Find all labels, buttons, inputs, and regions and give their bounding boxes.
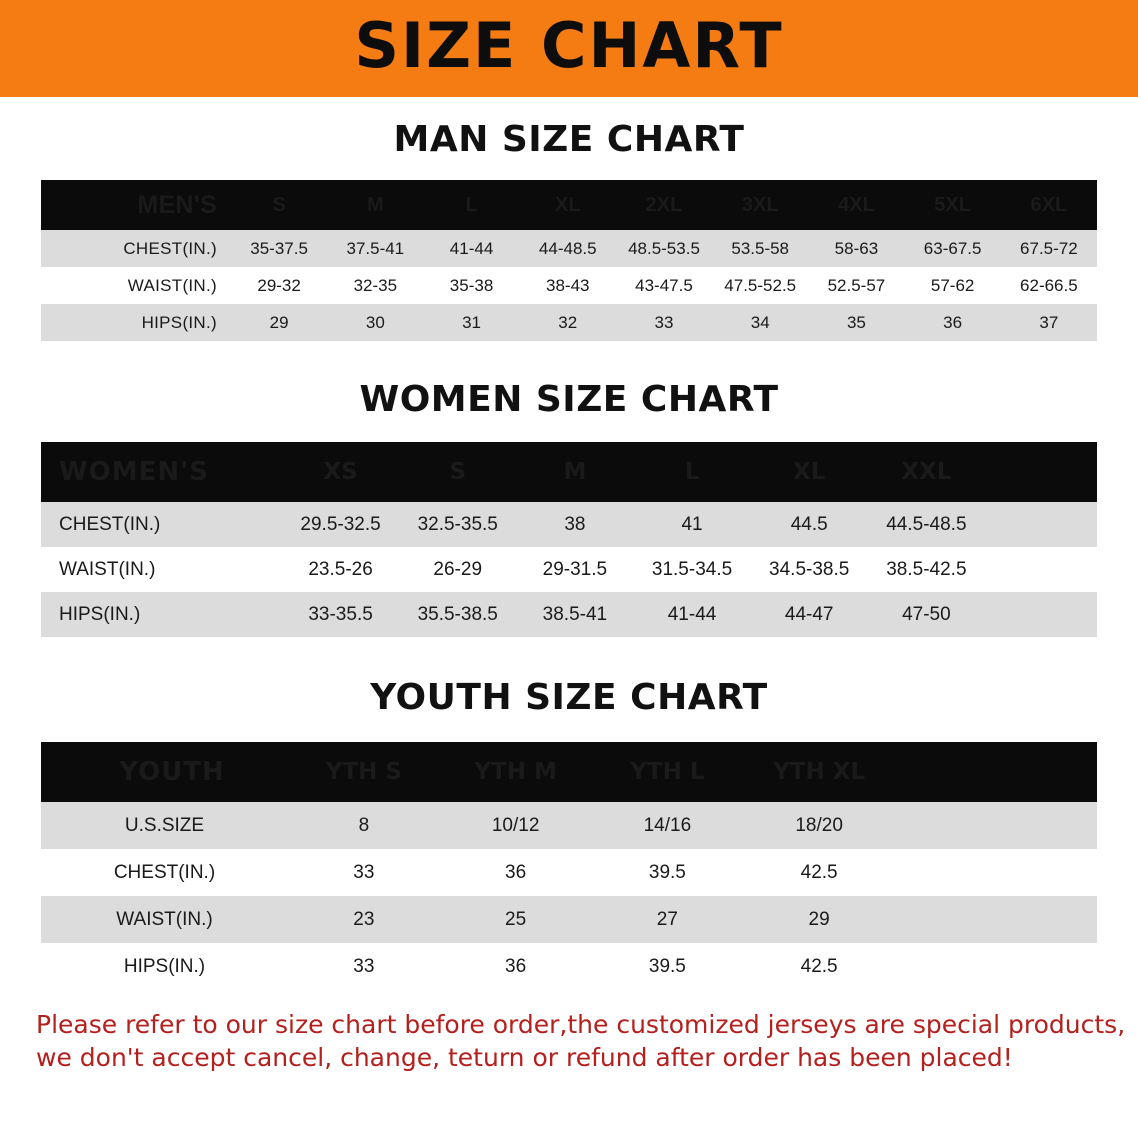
row-label: WAIST(IN.) [41, 267, 231, 304]
cell-spacer [895, 849, 1097, 896]
disclaimer-note [36, 1008, 1126, 1074]
cell: 38.5-41 [516, 592, 633, 637]
column-header: YTH M [440, 742, 592, 802]
cell-spacer [985, 502, 1097, 547]
youth-size-table [41, 742, 1097, 990]
cell: 67.5-72 [1001, 230, 1097, 267]
cell: 30 [327, 304, 423, 341]
column-header: 5XL [905, 180, 1001, 230]
youth-section-title: YOUTH SIZE CHART [370, 677, 768, 718]
column-header: 3XL [712, 180, 808, 230]
man-size-table [41, 180, 1097, 341]
table-header-row [41, 742, 1097, 802]
cell: 44-47 [751, 592, 868, 637]
cell: 18/20 [743, 802, 895, 849]
column-header: M [327, 180, 423, 230]
cell: 29-31.5 [516, 547, 633, 592]
table-row [41, 943, 1097, 990]
cell: 29 [743, 896, 895, 943]
cell: 63-67.5 [905, 230, 1001, 267]
cell: 23 [288, 896, 440, 943]
cell: 33 [288, 943, 440, 990]
cell: 31 [423, 304, 519, 341]
cell: 44.5 [751, 502, 868, 547]
column-header: 2XL [616, 180, 712, 230]
column-header: YTH L [592, 742, 744, 802]
cell: 38 [516, 502, 633, 547]
cell: 36 [440, 943, 592, 990]
cell: 29.5-32.5 [282, 502, 399, 547]
cell: 25 [440, 896, 592, 943]
column-header: M [516, 442, 633, 502]
cell: 47.5-52.5 [712, 267, 808, 304]
cell: 38-43 [520, 267, 616, 304]
row-label-header: YOUTH [41, 742, 288, 802]
cell: 48.5-53.5 [616, 230, 712, 267]
cell: 37.5-41 [327, 230, 423, 267]
table-row [41, 802, 1097, 849]
cell: 27 [592, 896, 744, 943]
column-header: S [231, 180, 327, 230]
table-row [41, 592, 1097, 637]
cell: 33 [616, 304, 712, 341]
cell: 35 [808, 304, 904, 341]
row-label-header: WOMEN'S [41, 442, 282, 502]
women-size-section [0, 379, 1138, 637]
table-row [41, 849, 1097, 896]
cell: 52.5-57 [808, 267, 904, 304]
cell: 10/12 [440, 802, 592, 849]
cell: 62-66.5 [1001, 267, 1097, 304]
women-section-title: WOMEN SIZE CHART [359, 379, 779, 420]
table-row [41, 230, 1097, 267]
table-row [41, 502, 1097, 547]
column-header: XL [520, 180, 616, 230]
cell: 53.5-58 [712, 230, 808, 267]
cell: 42.5 [743, 943, 895, 990]
column-header: 6XL [1001, 180, 1097, 230]
row-label: CHEST(IN.) [41, 230, 231, 267]
cell: 39.5 [592, 943, 744, 990]
cell: 33-35.5 [282, 592, 399, 637]
cell: 34.5-38.5 [751, 547, 868, 592]
cell: 37 [1001, 304, 1097, 341]
disclaimer-line-1: Please refer to our size chart before order,the customized jerseys are special products, [36, 1010, 1126, 1039]
table-row [41, 547, 1097, 592]
cell: 42.5 [743, 849, 895, 896]
cell: 57-62 [905, 267, 1001, 304]
women-size-table [41, 442, 1097, 637]
table-row [41, 896, 1097, 943]
cell: 47-50 [868, 592, 985, 637]
row-label: HIPS(IN.) [41, 592, 282, 637]
cell: 41-44 [423, 230, 519, 267]
cell: 41-44 [633, 592, 750, 637]
column-header: XL [751, 442, 868, 502]
cell-spacer [985, 547, 1097, 592]
cell: 35.5-38.5 [399, 592, 516, 637]
cell: 29-32 [231, 267, 327, 304]
column-header: L [633, 442, 750, 502]
cell: 58-63 [808, 230, 904, 267]
column-header: XXL [868, 442, 985, 502]
man-size-section [0, 119, 1138, 341]
column-header: XS [282, 442, 399, 502]
row-label: WAIST(IN.) [41, 896, 288, 943]
cell: 44-48.5 [520, 230, 616, 267]
cell: 39.5 [592, 849, 744, 896]
cell: 36 [905, 304, 1001, 341]
cell: 23.5-26 [282, 547, 399, 592]
cell: 8 [288, 802, 440, 849]
table-header-row [41, 180, 1097, 230]
cell: 44.5-48.5 [868, 502, 985, 547]
column-header: S [399, 442, 516, 502]
cell: 26-29 [399, 547, 516, 592]
cell: 33 [288, 849, 440, 896]
cell: 36 [440, 849, 592, 896]
cell: 32-35 [327, 267, 423, 304]
column-header-spacer [895, 742, 1097, 802]
column-header: YTH XL [743, 742, 895, 802]
cell: 32.5-35.5 [399, 502, 516, 547]
cell: 31.5-34.5 [633, 547, 750, 592]
cell: 38.5-42.5 [868, 547, 985, 592]
row-label: U.S.SIZE [41, 802, 288, 849]
man-section-title: MAN SIZE CHART [393, 119, 745, 160]
page-title: SIZE CHART [354, 8, 784, 82]
youth-size-section [0, 677, 1138, 990]
row-label-header: MEN'S [41, 180, 231, 230]
cell-spacer [985, 592, 1097, 637]
column-header: YTH S [288, 742, 440, 802]
table-row [41, 304, 1097, 341]
column-header-spacer [985, 442, 1097, 502]
row-label: CHEST(IN.) [41, 502, 282, 547]
cell: 34 [712, 304, 808, 341]
column-header: 4XL [808, 180, 904, 230]
table-row [41, 267, 1097, 304]
cell: 14/16 [592, 802, 744, 849]
table-header-row [41, 442, 1097, 502]
cell: 32 [520, 304, 616, 341]
column-header: L [423, 180, 519, 230]
disclaimer-line-2: we don't accept cancel, change, teturn or refund after order has been placed! [36, 1043, 1013, 1072]
row-label: WAIST(IN.) [41, 547, 282, 592]
row-label: HIPS(IN.) [41, 304, 231, 341]
cell: 35-38 [423, 267, 519, 304]
row-label: CHEST(IN.) [41, 849, 288, 896]
header-banner [0, 0, 1138, 97]
cell: 43-47.5 [616, 267, 712, 304]
row-label: HIPS(IN.) [41, 943, 288, 990]
cell-spacer [895, 896, 1097, 943]
cell: 35-37.5 [231, 230, 327, 267]
cell: 41 [633, 502, 750, 547]
cell-spacer [895, 943, 1097, 990]
cell: 29 [231, 304, 327, 341]
cell-spacer [895, 802, 1097, 849]
